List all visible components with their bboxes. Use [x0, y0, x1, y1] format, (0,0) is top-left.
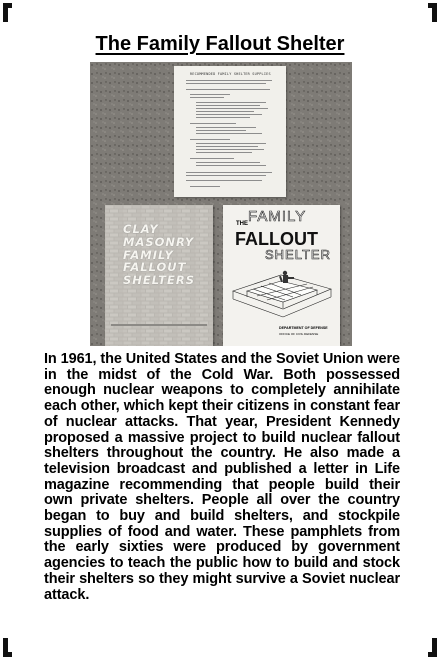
- ffs-the-word: THE: [236, 221, 248, 227]
- ffs-family-word: FAMILY: [248, 208, 307, 225]
- pamphlets-photo: [90, 62, 352, 346]
- corner-mark-bottom-left: [3, 638, 12, 657]
- ffs-shelter-word: SHELTER: [265, 247, 331, 262]
- clay-title: CLAY MASONRY FAMILY FALLOUT SHELTERS: [123, 222, 196, 288]
- page-title: The Family Fallout Shelter: [95, 33, 345, 55]
- corner-mark-top-right: [428, 3, 437, 22]
- pamphlet-clay-masonry: [105, 205, 213, 346]
- memo-heading: RECOMMENDED FAMILY SHELTER SUPPLIES: [190, 72, 271, 76]
- pamphlet-memo: [174, 66, 286, 197]
- corner-mark-top-left: [3, 3, 12, 22]
- ffs-fallout-word: FALLOUT: [235, 229, 318, 249]
- body-paragraph: In 1961, the United States and the Soviet Union were in the midst of the Cold War. Both possessed enough nuclear weapons to completely annihilate each other, which kept their citizens in constant fear of nuclear attacks. That year, President Kennedy proposed a massive project to build nuclear fallout shelters throughout the country. He also made a television broadcast and published a letter in Life magazine recommending that people build their own private shelters. People all over the country began to buy and build shelters, and stockpile supplies of food and water. These pamphlets from the early sixties were produced by government agencies to teach the public how to build and stock their shelters so they might survive a Soviet nuclear attack.: [44, 351, 400, 603]
- shelter-illustration: [223, 205, 340, 346]
- corner-mark-bottom-right: [428, 638, 437, 657]
- pamphlet-family-fallout-shelter: [223, 205, 340, 346]
- ffs-dept: DEPARTMENT OF DEFENSE: [279, 326, 328, 330]
- ffs-dept-sub: OFFICE OF CIVIL DEFENSE: [279, 332, 319, 336]
